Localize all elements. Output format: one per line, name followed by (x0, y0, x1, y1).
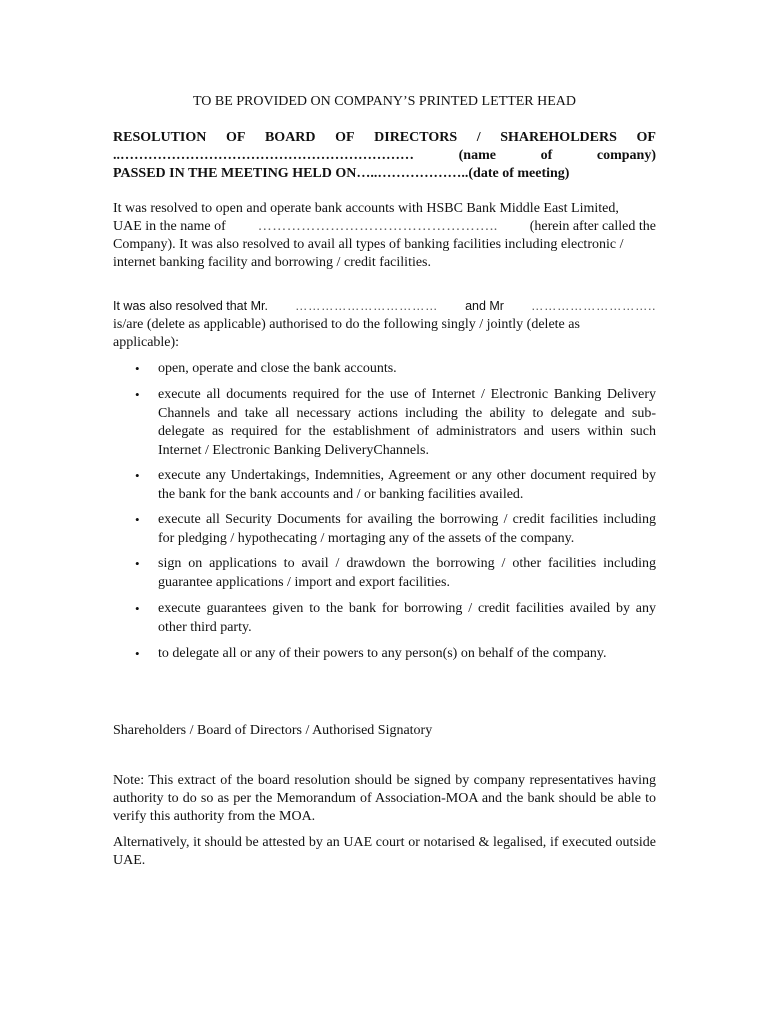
list-item (135, 555, 656, 592)
para2-text: It was also resolved that Mr. (113, 299, 268, 313)
title-word: OF (636, 130, 656, 145)
bullet-icon: • (135, 646, 140, 661)
resolution-title-line-1 (113, 129, 656, 147)
title-word: OF (225, 130, 246, 145)
title-word: OF (335, 130, 355, 145)
para1-text: UAE in the name of (113, 219, 226, 234)
list-item-text: execute any Undertakings, Indemnities, Agreement or any other document required by the bank for the bank accounts and / or banking facilities availed. (158, 468, 656, 502)
para1-text: (herein after called the (529, 219, 656, 234)
account-name-blank: ………………………………………….. (257, 219, 498, 234)
para2-line-3: applicable): (113, 335, 180, 350)
para1-line-3: Company). It was also resolved to avail all types of banking facilities including electronic / (113, 237, 624, 252)
list-item (135, 645, 656, 664)
title-word: RESOLUTION (113, 130, 207, 145)
meeting-date-line: PASSED IN THE MEETING HELD ON…..………………..(date of meeting) (113, 166, 570, 181)
para1-line-4: internet banking facility and borrowing / credit facilities. (113, 255, 432, 270)
bullet-icon: • (135, 601, 140, 616)
second-signatory-blank: ……………………….. (531, 299, 656, 313)
title-word: DIRECTORS (374, 130, 458, 145)
para2-text: and Mr (465, 299, 504, 313)
list-item-text: to delegate all or any of their powers to any person(s) on behalf of the company. (158, 646, 607, 661)
bullet-icon: • (135, 361, 140, 376)
list-item-text: execute all Security Documents for availing the borrowing / credit facilities including for pledging / hypothecating / mortaging any of the assets of the company. (158, 512, 656, 546)
title-word: (name (458, 148, 496, 163)
list-item (135, 600, 656, 637)
list-item-text: open, operate and close the bank accounts. (158, 361, 397, 376)
bullet-icon: • (135, 468, 140, 483)
signatory-line: Shareholders / Board of Directors / Authorised Signatory (113, 723, 433, 738)
title-word: / (476, 130, 481, 145)
bullet-icon: • (135, 556, 140, 571)
list-item-text: execute guarantees given to the bank for borrowing / credit facilities availed by any other third party. (158, 601, 656, 635)
title-word: of (540, 148, 553, 163)
para1-line-2 (113, 218, 656, 236)
alternative-paragraph: Alternatively, it should be attested by an UAE court or notarised & legalised, if executed outside UAE. (113, 835, 656, 868)
note-paragraph: Note: This extract of the board resolution should be signed by company representatives having authority to do so as per the Memorandum of Association-MOA and the bank should be able to verify this authority from the MOA. (113, 773, 656, 824)
list-item-text: sign on applications to avail / drawdown the borrowing / other facilities including guarantee applications / import and export facilities. (158, 556, 656, 590)
para2-line-2: is/are (delete as applicable) authorised to do the following singly / jointly (delete as (113, 317, 580, 332)
para2-line-1 (113, 297, 656, 315)
letterhead-instruction: TO BE PROVIDED ON COMPANY’S PRINTED LETTER HEAD (192, 94, 577, 109)
first-signatory-blank: …………………………… (295, 299, 438, 313)
resolution-title-line-2 (113, 147, 656, 165)
bullet-icon: • (135, 512, 140, 527)
title-word: SHAREHOLDERS (500, 130, 617, 145)
title-word: BOARD (264, 130, 316, 145)
title-word: company) (596, 148, 656, 163)
company-name-blank: ..……………………………………………………… (113, 148, 414, 163)
bullet-icon: • (135, 387, 140, 402)
para1-line-1: It was resolved to open and operate bank accounts with HSBC Bank Middle East Limited, (113, 201, 619, 216)
list-item (135, 360, 656, 379)
list-item (135, 511, 656, 548)
list-item-text: execute all documents required for the use of Internet / Electronic Banking Delivery Channels and take all necessary actions including the ability to delegate and sub-delegate as required for the establishment of administrators and users within such Internet / Electronic Banking DeliveryChannels. (158, 387, 656, 458)
list-item (135, 386, 656, 460)
list-item (135, 467, 656, 504)
